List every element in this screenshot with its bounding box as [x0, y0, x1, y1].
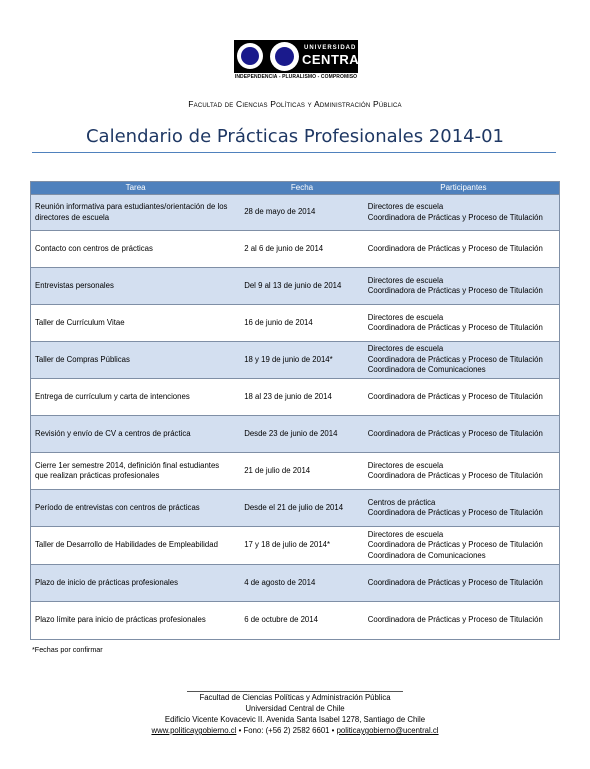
participant-text: Coordinadora de Prácticas y Proceso de Titulación	[367, 323, 543, 332]
participants-cell	[362, 461, 559, 482]
task-text: Reunión informativa para estudiantes/orientación de los	[35, 202, 228, 211]
faculty-name: Facultad de Ciencias Políticas y Administración Pública	[188, 99, 402, 109]
table-row	[31, 601, 559, 639]
task-cell	[31, 578, 236, 589]
participants-cell	[362, 429, 559, 440]
task-text: Revisión y envío de CV a centros de práctica	[35, 428, 191, 438]
task-cell	[31, 281, 236, 292]
date-text: Desde 23 de junio de 2014	[244, 428, 338, 438]
task-text: Taller de Desarrollo de Habilidades de Empleabilidad	[35, 540, 218, 550]
date-text: 21 de julio de 2014	[244, 465, 311, 475]
task-text: Cierre 1er semestre 2014, definición final estudiantes	[35, 460, 220, 470]
table-row	[31, 526, 559, 564]
university-logo	[234, 40, 368, 84]
participant-text: Coordinadora de Prácticas y Proceso de Titulación	[367, 615, 543, 625]
footer-university: Universidad Central de Chile	[245, 704, 345, 713]
date-cell	[236, 540, 362, 551]
table-header	[31, 182, 559, 194]
date-text: 2 al 6 de junio de 2014	[244, 243, 324, 253]
table-row	[31, 452, 559, 489]
task-text: Entrevistas personales	[35, 280, 114, 290]
participants-cell	[362, 344, 559, 376]
participant-text: Directores de escuela	[367, 529, 444, 539]
participant-text: Directores de escuela	[367, 460, 444, 470]
date-cell	[236, 466, 362, 477]
participants-cell	[362, 202, 559, 223]
participant-text: Coordinadora de Prácticas y Proceso de Titulación	[367, 428, 543, 438]
footer-faculty: Facultad de Ciencias Políticas y Administración Pública	[199, 693, 391, 702]
email-link[interactable]: politicaygobierno@ucentral.cl	[336, 726, 439, 735]
task-text: Entrega de currículum y carta de intenciones	[35, 391, 190, 401]
participants-cell	[362, 313, 559, 334]
footnote: *Fechas por confirmar	[32, 645, 103, 654]
column-header-participantes: Participantes	[440, 183, 487, 192]
participant-text: Coordinadora de Prácticas y Proceso de Titulación	[367, 471, 543, 480]
participants-cell	[362, 615, 559, 626]
date-cell	[236, 318, 362, 329]
task-cell	[31, 503, 236, 514]
footer-phone: • Fono: (+56 2) 2582 6601 •	[236, 726, 337, 735]
column-header-fecha: Fecha	[290, 183, 314, 192]
table-row	[31, 230, 559, 267]
date-cell	[236, 281, 362, 292]
table-row	[31, 489, 559, 526]
calendar-table	[30, 181, 560, 640]
task-text: Taller de Compras Públicas	[35, 354, 130, 364]
table-row	[31, 564, 559, 601]
participant-text: Coordinadora de Prácticas y Proceso de Titulación	[367, 286, 543, 295]
table-body	[31, 194, 559, 639]
participants-cell	[362, 578, 559, 589]
date-text: 6 de octubre de 2014	[244, 615, 318, 625]
participant-text: Coordinadora de Prácticas y Proceso de Titulación	[367, 354, 543, 364]
task-cell	[31, 461, 236, 482]
participant-text: Coordinadora de Prácticas y Proceso de Titulación	[367, 212, 543, 222]
task-cell	[31, 429, 236, 440]
participant-text: Coordinadora de Comunicaciones	[367, 365, 486, 375]
date-text: 18 y 19 de junio de 2014*	[244, 354, 333, 364]
task-cell	[31, 615, 236, 626]
date-text: 28 de mayo de 2014	[244, 207, 316, 217]
participant-text: Coordinadora de Comunicaciones	[367, 550, 486, 560]
task-cell	[31, 355, 236, 366]
title-divider	[32, 152, 556, 153]
participants-cell	[362, 498, 559, 519]
date-text: 4 de agosto de 2014	[244, 577, 316, 587]
participant-text: Coordinadora de Prácticas y Proceso de Titulación	[367, 540, 543, 550]
date-cell	[236, 503, 362, 514]
website-link[interactable]: www.politicaygobierno.cl	[151, 726, 237, 735]
table-row	[31, 341, 559, 378]
task-text: Período de entrevistas con centros de prácticas	[35, 502, 200, 512]
participant-text: Directores de escuela	[367, 312, 444, 322]
date-cell	[236, 355, 362, 366]
date-text: Desde el 21 de julio de 2014	[244, 502, 344, 512]
participant-text: Centros de práctica	[367, 497, 436, 507]
participants-cell	[362, 276, 559, 297]
date-cell	[236, 429, 362, 440]
date-text: Del 9 al 13 de junio de 2014	[244, 280, 342, 290]
task-text: que realizan prácticas profesionales	[35, 471, 160, 480]
task-cell	[31, 202, 236, 223]
task-text: Taller de Currículum Vitae	[35, 317, 125, 327]
date-text: 17 y 18 de julio de 2014*	[244, 540, 331, 550]
participants-cell	[362, 530, 559, 562]
logo-banner	[234, 40, 368, 73]
participant-text: Coordinadora de Prácticas y Proceso de Titulación	[367, 391, 543, 401]
table-row	[31, 378, 559, 415]
logo-word-central: CENTRAL	[302, 52, 368, 67]
task-cell	[31, 392, 236, 403]
participant-text: Directores de escuela	[367, 202, 444, 211]
task-text: Contacto con centros de prácticas	[35, 243, 153, 253]
footer-address: Edificio Vicente Kovacevic II. Avenida Santa Isabel 1278, Santiago de Chile	[164, 715, 426, 724]
table-row	[31, 194, 559, 230]
participant-text: Coordinadora de Prácticas y Proceso de Titulación	[367, 508, 543, 517]
task-cell	[31, 318, 236, 329]
table-row	[31, 304, 559, 341]
task-cell	[31, 244, 236, 255]
task-cell	[31, 540, 236, 551]
page-title: Calendario de Prácticas Profesionales 2014-01	[85, 126, 505, 147]
participants-cell	[362, 392, 559, 403]
task-text: directores de escuela	[35, 212, 110, 222]
date-text: 16 de junio de 2014	[244, 317, 313, 327]
table-row	[31, 415, 559, 452]
logo-word-universidad: UNIVERSIDAD	[304, 45, 357, 51]
footer-contact	[0, 725, 590, 737]
date-text: 18 al 23 de junio de 2014	[244, 391, 332, 401]
participant-text: Coordinadora de Prácticas y Proceso de Titulación	[367, 243, 543, 253]
logo-tagline: INDEPENDENCIA - PLURALISMO - COMPROMISO	[234, 74, 358, 80]
table-row	[31, 267, 559, 304]
date-cell	[236, 578, 362, 589]
participant-text: Directores de escuela	[367, 344, 444, 354]
date-cell	[236, 615, 362, 626]
task-text: Plazo de inicio de prácticas profesionales	[35, 577, 179, 587]
date-cell	[236, 244, 362, 255]
date-cell	[236, 392, 362, 403]
logo-circle-icon	[270, 42, 299, 71]
participant-text: Directores de escuela	[367, 275, 444, 285]
participants-cell	[362, 244, 559, 255]
logo-emblem-icon	[237, 43, 263, 69]
participant-text: Coordinadora de Prácticas y Proceso de Titulación	[367, 577, 543, 587]
task-text: Plazo límite para inicio de prácticas profesionales	[35, 615, 206, 625]
column-header-tarea: Tarea	[125, 183, 146, 192]
date-cell	[236, 207, 362, 218]
